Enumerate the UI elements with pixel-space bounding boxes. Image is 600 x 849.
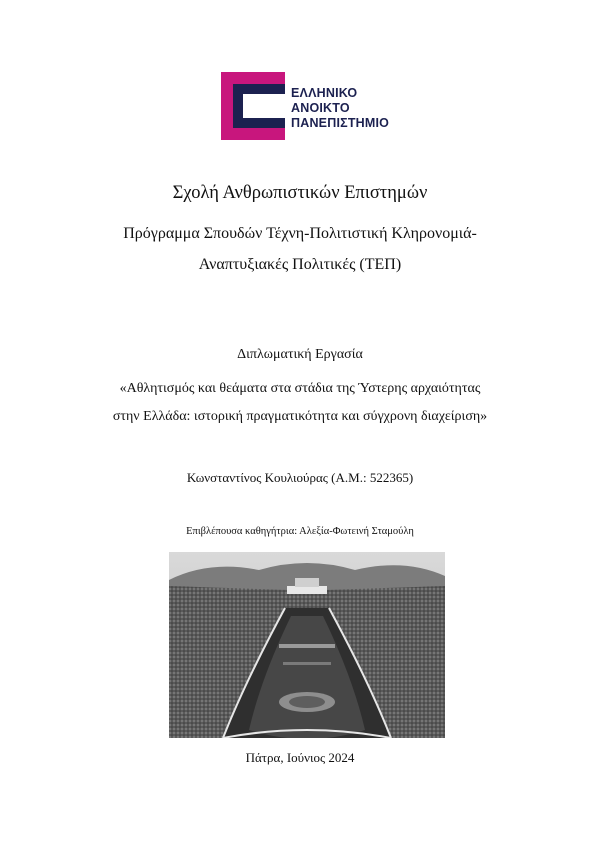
logo-line-2: ΑΝΟΙΚΤΟ: [291, 101, 350, 115]
logo-line-3: ΠΑΝΕΠΙΣΤΗΜΙΟ: [291, 116, 390, 130]
thesis-title-line-2: στην Ελλάδα: ιστορική πραγματικότητα και σύγχρονη διαχείριση»: [112, 409, 488, 424]
university-logo-text: [291, 86, 389, 131]
supervisor-name: Επιβλέπουσα καθηγήτρια: Αλεξία-Φωτεινή Σταμούλη: [186, 526, 414, 537]
thesis-title-line-1: «Αθλητισμός και θεάματα στα στάδια της Ύστερης αρχαιότητας: [119, 381, 481, 396]
program-line-2: Αναπτυξιακές Πολιτικές (ΤΕΠ): [198, 256, 402, 273]
place-and-date: Πάτρα, Ιούνιος 2024: [245, 750, 355, 765]
program-line-1: Πρόγραμμα Σπουδών Τέχνη-Πολιτιστική Κληρονομιά-: [123, 225, 477, 242]
school-name: Σχολή Ανθρωπιστικών Επιστημών: [172, 183, 428, 203]
stadium-photo: [169, 552, 445, 738]
author-name: Κωνσταντίνος Κουλιούρας (Α.Μ.: 522365): [186, 470, 414, 485]
university-logo-mark-icon: [221, 72, 285, 140]
thesis-label: Διπλωματική Εργασία: [237, 347, 363, 362]
logo-line-1: ΕΛΛΗΝΙΚΟ: [291, 86, 358, 100]
university-logo: [221, 72, 411, 140]
